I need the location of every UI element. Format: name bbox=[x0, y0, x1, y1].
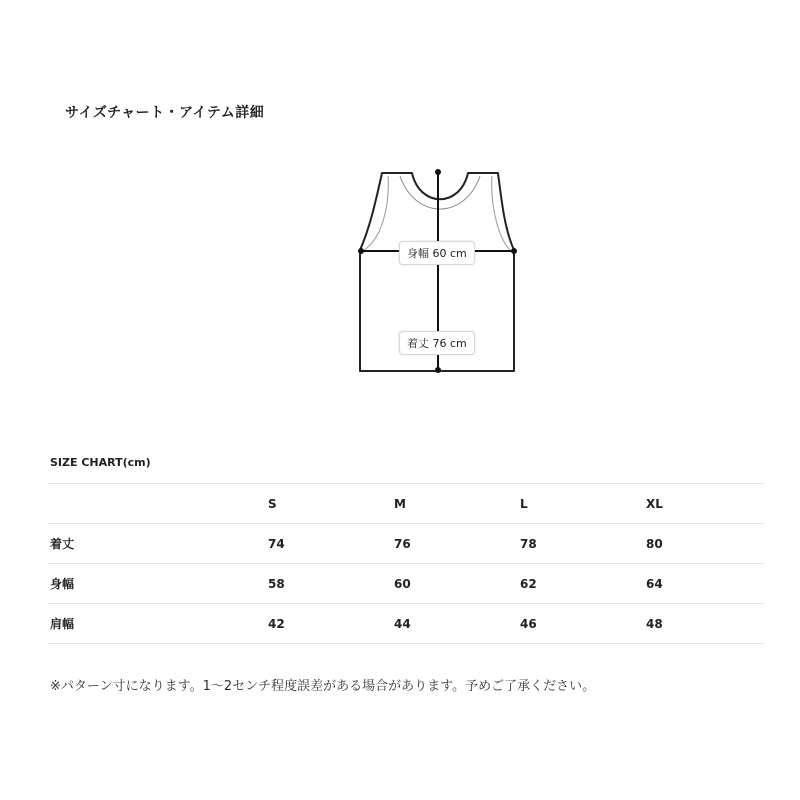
table-row bbox=[48, 524, 764, 564]
table-header-row bbox=[48, 484, 764, 524]
table-row bbox=[48, 604, 764, 644]
length-measure-label: 着丈 76 cm bbox=[399, 331, 475, 355]
table-cell: 48 bbox=[646, 604, 764, 644]
table-cell: 76 bbox=[394, 524, 520, 564]
table-cell: 74 bbox=[268, 524, 394, 564]
page-title: サイズチャート・アイテム詳細 bbox=[65, 105, 265, 121]
table-cell: 80 bbox=[646, 524, 764, 564]
table-cell: 64 bbox=[646, 564, 764, 604]
size-chart-table bbox=[48, 483, 764, 644]
measurement-note: ※パターン寸になります。1～2センチ程度誤差がある場合があります。予めご了承ください。 bbox=[50, 679, 596, 694]
table-header-cell: L bbox=[520, 484, 646, 524]
table-cell: 60 bbox=[394, 564, 520, 604]
table-cell: 44 bbox=[394, 604, 520, 644]
table-cell: 78 bbox=[520, 524, 646, 564]
row-label: 肩幅 bbox=[48, 604, 268, 644]
table-cell: 46 bbox=[520, 604, 646, 644]
width-measure-label: 身幅 60 cm bbox=[399, 241, 475, 265]
row-label: 身幅 bbox=[48, 564, 268, 604]
table-header-cell: S bbox=[268, 484, 394, 524]
table-cell: 42 bbox=[268, 604, 394, 644]
table-header-cell: XL bbox=[646, 484, 764, 524]
table-cell: 58 bbox=[268, 564, 394, 604]
table-header-cell bbox=[48, 484, 268, 524]
size-chart-title: SIZE CHART(cm) bbox=[50, 456, 151, 469]
row-label: 着丈 bbox=[48, 524, 268, 564]
table-cell: 62 bbox=[520, 564, 646, 604]
tank-top-diagram bbox=[340, 160, 540, 380]
table-header-cell: M bbox=[394, 484, 520, 524]
table-row bbox=[48, 564, 764, 604]
